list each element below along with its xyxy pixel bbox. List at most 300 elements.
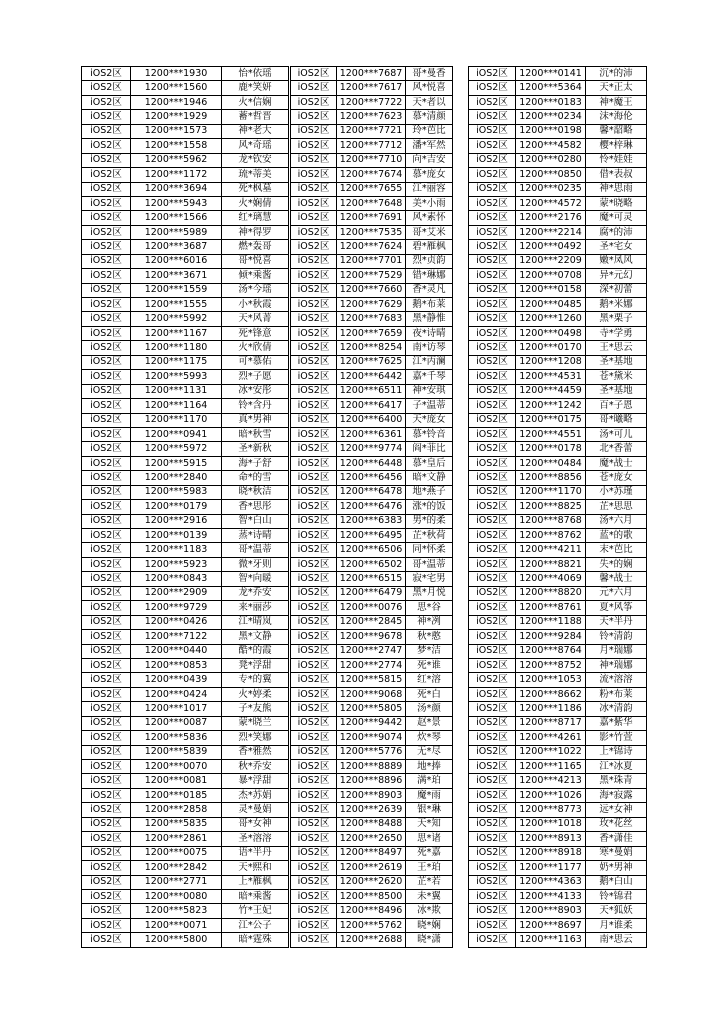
server-cell: iOS2区	[82, 355, 131, 369]
table-row	[82, 399, 289, 413]
nickname-cell: 天*半丹	[586, 615, 647, 629]
account-cell: 1200***4363	[516, 875, 586, 889]
account-cell: 1200***6495	[337, 529, 406, 543]
server-cell: iOS2区	[291, 774, 337, 788]
server-cell: iOS2区	[82, 760, 131, 774]
account-cell: 1200***1177	[516, 861, 586, 875]
nickname-cell: 黑*文静	[222, 630, 289, 644]
server-cell: iOS2区	[469, 731, 516, 745]
server-cell: iOS2区	[469, 153, 516, 167]
table-row	[82, 803, 289, 817]
account-cell: 1200***8903	[337, 788, 406, 802]
nickname-cell: 南*思云	[586, 933, 647, 947]
server-cell: iOS2区	[291, 630, 337, 644]
nickname-cell: 鹅*布莱	[406, 298, 453, 312]
table-row	[291, 557, 453, 571]
account-cell: 1200***7629	[337, 298, 406, 312]
nickname-cell: 暗*霆殊	[222, 933, 289, 947]
nickname-cell: 奶*男神	[586, 861, 647, 875]
account-cell: 1200***0492	[516, 240, 586, 254]
server-cell: iOS2区	[469, 658, 516, 672]
server-cell: iOS2区	[291, 861, 337, 875]
table-row	[469, 529, 647, 543]
nickname-cell: 海*子舒	[222, 456, 289, 470]
server-cell: iOS2区	[82, 731, 131, 745]
server-cell: iOS2区	[82, 124, 131, 138]
table-row	[82, 500, 289, 514]
server-cell: iOS2区	[82, 716, 131, 730]
nickname-cell: 烈*笑娜	[222, 731, 289, 745]
account-cell: 1200***6442	[337, 370, 406, 384]
nickname-cell: 江*晴岚	[222, 615, 289, 629]
server-cell: iOS2区	[82, 67, 131, 81]
table-row	[82, 889, 289, 903]
server-cell: iOS2区	[82, 95, 131, 109]
server-cell: iOS2区	[469, 370, 516, 384]
table-row	[291, 196, 453, 210]
server-cell: iOS2区	[469, 832, 516, 846]
nickname-cell: 碧*雁枫	[406, 240, 453, 254]
server-cell: iOS2区	[82, 803, 131, 817]
server-cell: iOS2区	[291, 875, 337, 889]
server-cell: iOS2区	[469, 702, 516, 716]
server-cell: iOS2区	[82, 442, 131, 456]
table-row	[291, 283, 453, 297]
account-cell: 1200***0139	[131, 529, 222, 543]
account-cell: 1200***1175	[131, 355, 222, 369]
nickname-cell: 龙*乔安	[222, 586, 289, 600]
table-row	[291, 399, 453, 413]
server-cell: iOS2区	[82, 153, 131, 167]
server-cell: iOS2区	[291, 283, 337, 297]
server-cell: iOS2区	[82, 774, 131, 788]
table-row	[469, 832, 647, 846]
account-cell: 1200***8500	[337, 889, 406, 903]
table-row	[291, 832, 453, 846]
server-cell: iOS2区	[469, 716, 516, 730]
account-cell: 1200***1929	[131, 110, 222, 124]
account-cell: 1200***5989	[131, 225, 222, 239]
account-cell: 1200***5943	[131, 196, 222, 210]
nickname-cell: 流*溶溶	[586, 673, 647, 687]
server-cell: iOS2区	[291, 731, 337, 745]
account-cell: 1200***4213	[516, 774, 586, 788]
nickname-cell: 死*锋意	[222, 326, 289, 340]
table-row	[469, 572, 647, 586]
account-cell: 1200***5923	[131, 557, 222, 571]
account-cell: 1200***6361	[337, 427, 406, 441]
nickname-cell: 涨*的饭	[406, 500, 453, 514]
table-row	[469, 442, 647, 456]
table-row	[291, 211, 453, 225]
server-cell: iOS2区	[291, 485, 337, 499]
table-row	[82, 312, 289, 326]
server-cell: iOS2区	[291, 557, 337, 571]
nickname-cell: 赵*景	[406, 716, 453, 730]
server-cell: iOS2区	[291, 384, 337, 398]
account-cell: 1200***1186	[516, 702, 586, 716]
table-row	[82, 67, 289, 81]
nickname-cell: 樱*梓琳	[586, 139, 647, 153]
account-cell: 1200***2858	[131, 803, 222, 817]
nickname-cell: 来*丽莎	[222, 601, 289, 615]
nickname-cell: 小*苏瑾	[586, 485, 647, 499]
account-cell: 1200***2620	[337, 875, 406, 889]
account-cell: 1200***1242	[516, 399, 586, 413]
nickname-cell: 哥*曦略	[586, 413, 647, 427]
table-row	[82, 413, 289, 427]
server-cell: iOS2区	[291, 124, 337, 138]
nickname-cell: 黑*静惟	[406, 312, 453, 326]
account-cell: 1200***8752	[516, 658, 586, 672]
server-cell: iOS2区	[82, 702, 131, 716]
server-cell: iOS2区	[291, 529, 337, 543]
table-row	[469, 384, 647, 398]
table-row	[82, 427, 289, 441]
table-row	[469, 211, 647, 225]
account-cell: 1200***5805	[337, 702, 406, 716]
account-cell: 1200***8820	[516, 586, 586, 600]
table-row	[469, 687, 647, 701]
account-cell: 1200***1260	[516, 312, 586, 326]
account-cell: 1200***8896	[337, 774, 406, 788]
table-row	[82, 196, 289, 210]
table-row	[291, 182, 453, 196]
nickname-cell: 蓄*哲晋	[222, 110, 289, 124]
nickname-cell: 黑*月悦	[406, 586, 453, 600]
nickname-cell: 未*翼	[406, 889, 453, 903]
account-cell: 1200***0185	[131, 788, 222, 802]
table-row	[82, 370, 289, 384]
server-cell: iOS2区	[82, 557, 131, 571]
server-cell: iOS2区	[469, 745, 516, 759]
table-row	[82, 673, 289, 687]
nickname-cell: 倾*乘酱	[222, 269, 289, 283]
nickname-cell: 天*者以	[406, 95, 453, 109]
account-cell: 1200***2771	[131, 875, 222, 889]
server-cell: iOS2区	[469, 557, 516, 571]
table-row	[469, 182, 647, 196]
nickname-cell: 芷*秋荷	[406, 529, 453, 543]
nickname-cell: 美*小雨	[406, 196, 453, 210]
account-cell: 1200***8821	[516, 557, 586, 571]
server-cell: iOS2区	[82, 283, 131, 297]
account-cell: 1200***1170	[131, 413, 222, 427]
table-row	[469, 413, 647, 427]
server-cell: iOS2区	[469, 601, 516, 615]
nickname-cell: 嫩*凤风	[586, 254, 647, 268]
server-cell: iOS2区	[291, 312, 337, 326]
nickname-cell: 天*熙和	[222, 861, 289, 875]
nickname-cell: 阎*菲比	[406, 442, 453, 456]
server-cell: iOS2区	[469, 269, 516, 283]
nickname-cell: 红*璃慧	[222, 211, 289, 225]
table-row	[82, 139, 289, 153]
table-row	[469, 139, 647, 153]
table-row	[82, 586, 289, 600]
nickname-cell: 寂*宅男	[406, 572, 453, 586]
account-cell: 1200***6448	[337, 456, 406, 470]
table-row	[291, 471, 453, 485]
nickname-cell: 向*吉安	[406, 153, 453, 167]
nickname-cell: 鹅*白山	[586, 875, 647, 889]
table-row	[82, 846, 289, 860]
table-row	[469, 427, 647, 441]
account-cell: 1200***0087	[131, 716, 222, 730]
account-cell: 1200***8903	[516, 904, 586, 918]
account-cell: 1200***1180	[131, 341, 222, 355]
server-cell: iOS2区	[469, 240, 516, 254]
table-row	[82, 644, 289, 658]
account-cell: 1200***7722	[337, 95, 406, 109]
table-row	[82, 485, 289, 499]
nickname-cell: 铃*含丹	[222, 399, 289, 413]
table-row	[291, 586, 453, 600]
nickname-cell: 潘*军然	[406, 139, 453, 153]
server-cell: iOS2区	[469, 456, 516, 470]
nickname-cell: 王*珀	[406, 861, 453, 875]
nickname-cell: 铃*锦君	[586, 889, 647, 903]
nickname-cell: 微*牙则	[222, 557, 289, 571]
table-row	[82, 572, 289, 586]
nickname-cell: 天*知	[406, 817, 453, 831]
nickname-cell: 玫*花丝	[586, 817, 647, 831]
server-cell: iOS2区	[469, 774, 516, 788]
account-cell: 1200***0070	[131, 760, 222, 774]
account-cell: 1200***1188	[516, 615, 586, 629]
table-row	[291, 254, 453, 268]
account-cell: 1200***1167	[131, 326, 222, 340]
table-row	[82, 687, 289, 701]
server-cell: iOS2区	[469, 182, 516, 196]
account-cell: 1200***4211	[516, 543, 586, 557]
table-row	[469, 370, 647, 384]
nickname-cell: 魔*战士	[586, 456, 647, 470]
server-cell: iOS2区	[291, 269, 337, 283]
account-cell: 1200***5993	[131, 370, 222, 384]
account-cell: 1200***0424	[131, 687, 222, 701]
account-cell: 1200***8856	[516, 471, 586, 485]
account-cell: 1200***7529	[337, 269, 406, 283]
table-row	[291, 760, 453, 774]
account-cell: 1200***6383	[337, 514, 406, 528]
account-cell: 1200***8662	[516, 687, 586, 701]
server-cell: iOS2区	[82, 861, 131, 875]
server-cell: iOS2区	[291, 427, 337, 441]
account-cell: 1200***0081	[131, 774, 222, 788]
account-cell: 1200***0198	[516, 124, 586, 138]
server-cell: iOS2区	[469, 254, 516, 268]
nickname-cell: 智*向暖	[222, 572, 289, 586]
table-row	[291, 716, 453, 730]
server-cell: iOS2区	[82, 658, 131, 672]
account-cell: 1200***0440	[131, 644, 222, 658]
table-row	[291, 745, 453, 759]
server-cell: iOS2区	[82, 875, 131, 889]
account-cell: 1200***9774	[337, 442, 406, 456]
nickname-cell: 王*思云	[586, 341, 647, 355]
nickname-cell: 慕*庞女	[406, 168, 453, 182]
nickname-cell: 蒸*诗晴	[222, 529, 289, 543]
account-cell: 1200***2861	[131, 832, 222, 846]
server-cell: iOS2区	[469, 442, 516, 456]
server-cell: iOS2区	[82, 788, 131, 802]
table-row	[291, 673, 453, 687]
account-cell: 1200***7721	[337, 124, 406, 138]
nickname-cell: 怜*娃娃	[586, 153, 647, 167]
nickname-cell: 蓝*的歌	[586, 529, 647, 543]
table-row	[82, 298, 289, 312]
nickname-cell: 小*秋霞	[222, 298, 289, 312]
table-row	[469, 341, 647, 355]
table-row	[82, 918, 289, 932]
table-row	[469, 471, 647, 485]
table-row	[291, 788, 453, 802]
account-cell: 1200***8918	[516, 846, 586, 860]
account-cell: 1200***0170	[516, 341, 586, 355]
table-row	[291, 702, 453, 716]
server-cell: iOS2区	[469, 413, 516, 427]
account-cell: 1200***7648	[337, 196, 406, 210]
table-row	[291, 124, 453, 138]
nickname-cell: 芷*若	[406, 875, 453, 889]
account-cell: 1200***0235	[516, 182, 586, 196]
account-cell: 1200***1566	[131, 211, 222, 225]
nickname-cell: 秋*乔安	[222, 760, 289, 774]
account-cell: 1200***2209	[516, 254, 586, 268]
account-cell: 1200***1018	[516, 817, 586, 831]
account-cell: 1200***1930	[131, 67, 222, 81]
account-cell: 1200***5364	[516, 81, 586, 95]
server-cell: iOS2区	[291, 586, 337, 600]
table-row	[291, 687, 453, 701]
server-cell: iOS2区	[82, 904, 131, 918]
server-cell: iOS2区	[82, 269, 131, 283]
nickname-cell: 异*元幻	[586, 269, 647, 283]
nickname-cell: 满*珀	[406, 774, 453, 788]
nickname-cell: 火*信娴	[222, 95, 289, 109]
table-row	[291, 168, 453, 182]
server-cell: iOS2区	[82, 687, 131, 701]
server-cell: iOS2区	[82, 240, 131, 254]
account-cell: 1200***9729	[131, 601, 222, 615]
account-cell: 1200***8761	[516, 601, 586, 615]
account-cell: 1200***1053	[516, 673, 586, 687]
nickname-cell: 沉*的沛	[586, 67, 647, 81]
table-row	[82, 774, 289, 788]
account-cell: 1200***6400	[337, 413, 406, 427]
table-row	[469, 774, 647, 788]
server-cell: iOS2区	[469, 846, 516, 860]
server-cell: iOS2区	[291, 254, 337, 268]
nickname-cell: 深*初蕾	[586, 283, 647, 297]
table-row	[469, 514, 647, 528]
nickname-cell: 可*慕佑	[222, 355, 289, 369]
account-cell: 1200***2909	[131, 586, 222, 600]
table-row	[291, 153, 453, 167]
table-row	[469, 557, 647, 571]
table-row	[82, 326, 289, 340]
nickname-cell: 哥*温蒂	[406, 557, 453, 571]
nickname-cell: 燃*轰哥	[222, 240, 289, 254]
table-row	[291, 543, 453, 557]
table-row	[291, 861, 453, 875]
table-row	[291, 442, 453, 456]
table-row	[469, 240, 647, 254]
table-row	[82, 529, 289, 543]
nickname-cell: 哥*温蒂	[222, 543, 289, 557]
server-cell: iOS2区	[469, 95, 516, 109]
table-row	[291, 644, 453, 658]
nickname-cell: 暗*文静	[406, 471, 453, 485]
server-cell: iOS2区	[469, 514, 516, 528]
nickname-cell: 死*谁	[406, 658, 453, 672]
table-row	[291, 529, 453, 543]
server-cell: iOS2区	[469, 644, 516, 658]
server-cell: iOS2区	[291, 760, 337, 774]
nickname-cell: 玲*芭比	[406, 124, 453, 138]
nickname-cell: 腐*的沛	[586, 225, 647, 239]
table-row	[291, 384, 453, 398]
nickname-cell: 沫*海伦	[586, 110, 647, 124]
account-cell: 1200***8496	[337, 904, 406, 918]
nickname-cell: 死*嘉	[406, 846, 453, 860]
server-cell: iOS2区	[291, 658, 337, 672]
account-cell: 1200***6511	[337, 384, 406, 398]
account-cell: 1200***0484	[516, 456, 586, 470]
table-row	[469, 312, 647, 326]
server-cell: iOS2区	[469, 471, 516, 485]
nickname-cell: 地*燕子	[406, 485, 453, 499]
table-row	[469, 485, 647, 499]
account-cell: 1200***9442	[337, 716, 406, 730]
account-cell: 1200***0183	[516, 95, 586, 109]
table-row	[291, 485, 453, 499]
nickname-cell: 香*思彤	[222, 500, 289, 514]
account-cell: 1200***7625	[337, 355, 406, 369]
account-cell: 1200***0175	[516, 413, 586, 427]
nickname-cell: 灵*曼娟	[222, 803, 289, 817]
account-cell: 1200***0941	[131, 427, 222, 441]
player-table-2	[290, 66, 453, 948]
server-cell: iOS2区	[469, 918, 516, 932]
nickname-cell: 死*白	[406, 687, 453, 701]
server-cell: iOS2区	[82, 182, 131, 196]
nickname-cell: 怡*依瑶	[222, 67, 289, 81]
table-row	[469, 904, 647, 918]
account-cell: 1200***1026	[516, 788, 586, 802]
table-row	[82, 817, 289, 831]
player-table-3	[468, 66, 647, 948]
table-row	[291, 630, 453, 644]
nickname-cell: 芷*思思	[586, 500, 647, 514]
account-cell: 1200***7623	[337, 110, 406, 124]
server-cell: iOS2区	[469, 384, 516, 398]
table-row	[469, 846, 647, 860]
server-cell: iOS2区	[82, 341, 131, 355]
nickname-cell: 天*风菁	[222, 312, 289, 326]
account-cell: 1200***3671	[131, 269, 222, 283]
nickname-cell: 火*娴倩	[222, 196, 289, 210]
nickname-cell: 死*枫墓	[222, 182, 289, 196]
server-cell: iOS2区	[82, 933, 131, 947]
table-row	[469, 875, 647, 889]
account-cell: 1200***4133	[516, 889, 586, 903]
server-cell: iOS2区	[82, 81, 131, 95]
server-cell: iOS2区	[291, 673, 337, 687]
server-cell: iOS2区	[82, 413, 131, 427]
nickname-cell: 北*香蕾	[586, 442, 647, 456]
